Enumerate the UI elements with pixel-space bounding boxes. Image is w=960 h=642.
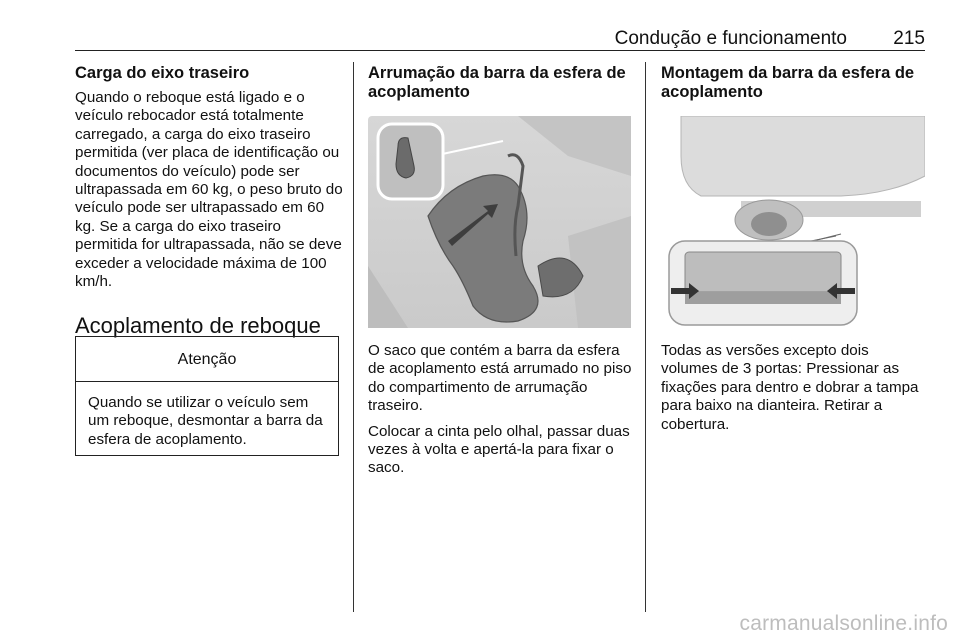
column-2 xyxy=(368,64,636,102)
paragraph-mounting: Todas as versões excepto dois volumes de 3 portas: Pressionar as fixações para dentro e dobrar a tampa para baixo na dianteira. Retirar a cobertura. xyxy=(661,342,919,433)
notice-title: Atenção xyxy=(76,337,338,382)
notice-body: Quando se utilizar o veículo sem um reboque, desmontar a barra da esfera de acoplamento. xyxy=(88,394,323,448)
storage-bag-illustration xyxy=(368,116,631,328)
page-header xyxy=(75,0,925,51)
column-2-text xyxy=(368,342,636,478)
paragraph-storage-1: O saco que contém a barra da esfera de acoplamento está arrumado no piso do compartimento de arrumação traseiro. xyxy=(368,342,632,415)
column-3-text xyxy=(661,342,929,434)
watermark: carmanualsonline.info xyxy=(739,612,948,635)
column-1 xyxy=(75,64,343,339)
paragraph-rear-axle-load: Quando o reboque está ligado e o veículo rebocador está totalmente carregado, a carga do eixo traseiro permitida (ver placa de identificação ou documentos do veículo) pode ser ultrapassada em 60 kg, o peso bruto do veículo pode ser ultrapassado em 60 kg. Se a carga do eixo traseiro permitida for ultrapassada, não se deve exceder a velocidade máxima de 100 km/h. xyxy=(75,89,343,291)
heading-mounting: Montagem da barra da esfera de acoplamento xyxy=(661,64,915,101)
section-title: Condução e funcionamento xyxy=(614,28,847,49)
heading-storage: Arrumação da barra da esfera de acoplamento xyxy=(368,64,626,101)
notice-box xyxy=(75,336,339,456)
column-3 xyxy=(661,64,929,102)
column-divider xyxy=(353,62,354,612)
bumper-cover-illustration xyxy=(661,116,925,328)
heading-towing-hitch: Acoplamento de reboque xyxy=(75,313,321,339)
column-divider xyxy=(645,62,646,612)
page-number: 215 xyxy=(893,28,925,49)
paragraph-storage-2: Colocar a cinta pelo olhal, passar duas vezes à volta e apertá-la para fixar o saco. xyxy=(368,422,630,477)
heading-rear-axle-load: Carga do eixo traseiro xyxy=(75,64,250,82)
